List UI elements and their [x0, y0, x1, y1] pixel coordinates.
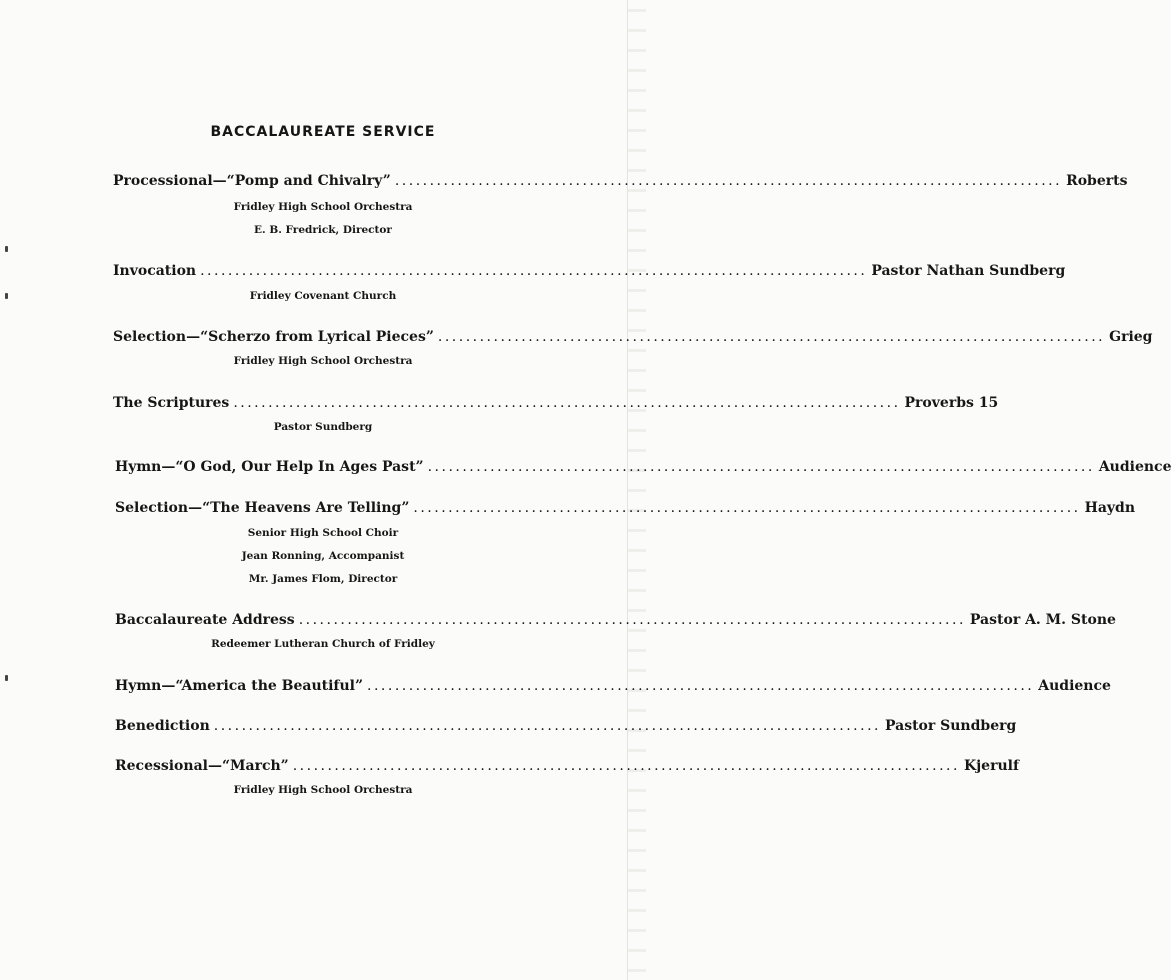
item-note: E. B. Fredrick, Director	[254, 224, 392, 236]
item-title: Benediction	[115, 718, 210, 734]
program-item	[115, 500, 1136, 516]
item-note: Fridley High School Orchestra	[233, 784, 413, 796]
item-note: Fridley High School Orchestra	[233, 201, 413, 213]
item-title: Baccalaureate Address	[115, 612, 295, 628]
program-item	[115, 459, 1171, 475]
margin-mark	[5, 246, 8, 252]
dot-leader: ................................................................................................	[292, 758, 960, 774]
program-title: BACCALAUREATE SERVICE	[210, 124, 436, 140]
item-title: Hymn—“O God, Our Help In Ages Past”	[115, 459, 424, 475]
program-item	[113, 329, 1153, 345]
item-performer: Grieg	[1109, 329, 1153, 345]
dot-leader: ................................................................................................	[367, 678, 1035, 694]
dot-leader: ................................................................................................	[213, 718, 881, 734]
item-note: Jean Ronning, Accompanist	[241, 550, 405, 562]
item-performer: Pastor A. M. Stone	[969, 612, 1116, 628]
dot-leader: ................................................................................................	[298, 612, 966, 628]
dot-leader: ................................................................................................	[413, 500, 1081, 516]
dot-leader: ................................................................................................	[200, 263, 868, 279]
item-performer: Pastor Nathan Sundberg	[871, 263, 1066, 279]
program-item	[113, 173, 1128, 189]
item-performer: Kjerulf	[963, 758, 1019, 774]
program-item	[115, 758, 1019, 774]
dot-leader: ................................................................................................	[394, 173, 1063, 189]
item-title: Recessional—“March”	[115, 758, 289, 774]
program-item	[115, 678, 1111, 694]
item-title: The Scriptures	[113, 395, 230, 411]
program-item	[113, 263, 1066, 279]
dot-leader: ................................................................................................	[233, 395, 901, 411]
margin-mark	[5, 675, 8, 681]
item-performer: Audience	[1038, 678, 1111, 694]
item-performer: Proverbs 15	[904, 395, 999, 411]
deckled-edge	[627, 0, 646, 980]
item-note: Senior High School Choir	[247, 527, 399, 539]
item-note: Pastor Sundberg	[273, 421, 373, 433]
item-performer: Roberts	[1066, 173, 1128, 189]
item-note: Fridley High School Orchestra	[233, 355, 413, 367]
item-note: Redeemer Lutheran Church of Fridley	[211, 638, 435, 650]
item-note: Mr. James Flom, Director	[248, 573, 398, 585]
item-title: Hymn—“America the Beautiful”	[115, 678, 364, 694]
program-item	[115, 612, 1116, 628]
item-title: Selection—“Scherzo from Lyrical Pieces”	[113, 329, 434, 345]
dot-leader: ................................................................................................	[437, 329, 1106, 345]
item-performer: Pastor Sundberg	[884, 718, 1017, 734]
item-note: Fridley Covenant Church	[249, 290, 397, 302]
dot-leader: ................................................................................................	[427, 459, 1095, 475]
program-item	[113, 395, 999, 411]
item-title: Invocation	[113, 263, 197, 279]
item-title: Selection—“The Heavens Are Telling”	[115, 500, 410, 516]
program-item	[115, 718, 1017, 734]
item-performer: Haydn	[1084, 500, 1136, 516]
item-performer: Audience	[1098, 459, 1171, 475]
item-title: Processional—“Pomp and Chivalry”	[113, 173, 391, 189]
